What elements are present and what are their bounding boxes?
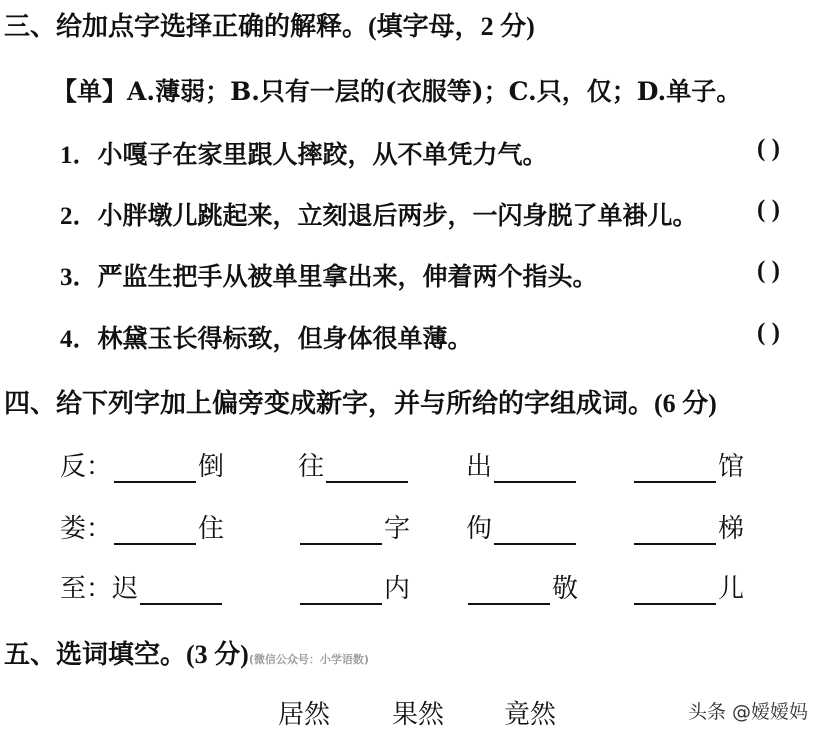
answer-blank-3[interactable]: ( ) <box>757 257 780 284</box>
fill-blank[interactable] <box>468 579 550 605</box>
word-cell <box>298 568 410 605</box>
cell-after: 内 <box>384 574 411 604</box>
section4-heading <box>4 383 717 420</box>
row-label: 反： <box>60 452 113 482</box>
cell-before: 佝 <box>466 514 493 544</box>
item-number: 2． <box>60 203 98 230</box>
section4-points: (6 分) <box>654 389 717 418</box>
section4-title: 四、给下列字加上偏旁变成新字，并与所给的字组成词。 <box>4 389 655 419</box>
word-row-2 <box>60 508 224 545</box>
fill-blank[interactable] <box>300 579 382 605</box>
question-item-4 <box>60 319 473 355</box>
word-cell <box>466 446 578 483</box>
item-text: 严监生把手从被单里拿出来，伸着两个指头。 <box>97 262 598 291</box>
word-cell <box>466 508 578 545</box>
answer-blank-2[interactable]: ( ) <box>757 196 780 223</box>
answer-blank-4[interactable]: ( ) <box>757 319 780 346</box>
fill-blank[interactable] <box>634 457 716 483</box>
fill-blank[interactable] <box>114 519 196 545</box>
watermark: 头条 @嫒嫒妈 <box>688 701 809 723</box>
fill-blank[interactable] <box>634 519 716 545</box>
fill-blank[interactable] <box>494 519 576 545</box>
section3-points: (填字母，2 分) <box>368 12 535 41</box>
item-text: 小胖墩儿跳起来，立刻退后两步，一闪身脱了单褂儿。 <box>97 201 698 230</box>
row-label: 至： <box>60 574 113 604</box>
cell-after: 住 <box>198 514 225 544</box>
fill-blank[interactable] <box>140 579 222 605</box>
word-cell <box>466 568 578 605</box>
question-item-2 <box>60 196 698 232</box>
fill-blank[interactable] <box>634 579 716 605</box>
cell-after: 梯 <box>718 514 745 544</box>
row-label: 娄： <box>60 514 113 544</box>
cell-after: 馆 <box>718 452 745 482</box>
item-text: 林黛玉长得标致，但身体很单薄。 <box>97 324 473 353</box>
cell-before: 迟 <box>112 574 139 604</box>
word-cell <box>298 446 410 483</box>
section3-definition: 【单】A.薄弱；B.只有一层的(衣服等)；C.只，仅；D.单子。 <box>52 77 742 106</box>
cell-after: 儿 <box>718 574 745 604</box>
section5-heading <box>4 634 369 671</box>
question-item-1 <box>60 135 548 171</box>
cell-after: 敬 <box>552 574 579 604</box>
word-cell <box>632 568 744 605</box>
section3-title: 三、给加点字选择正确的解释。 <box>4 12 369 42</box>
word-option-2: 果然 <box>392 700 445 730</box>
item-number: 3． <box>60 264 98 291</box>
cell-after: 倒 <box>198 452 225 482</box>
section5-points: (3 分) <box>186 640 249 669</box>
item-number: 1． <box>60 142 98 169</box>
word-cell <box>632 508 744 545</box>
word-cell <box>632 446 744 483</box>
fill-blank[interactable] <box>326 457 408 483</box>
item-text: 小嘎子在家里跟人摔跤，从不单凭力气。 <box>97 140 548 169</box>
section5-title: 五、选词填空。 <box>4 640 187 670</box>
answer-blank-1[interactable]: ( ) <box>757 135 780 162</box>
word-option-3: 竟然 <box>504 700 557 730</box>
word-row-3 <box>60 568 224 605</box>
section3-heading <box>4 6 535 43</box>
cell-after: 字 <box>384 514 411 544</box>
section5-note: (微信公众号：小学语数) <box>248 653 369 666</box>
word-row-1 <box>60 446 224 483</box>
fill-blank[interactable] <box>494 457 576 483</box>
word-cell <box>298 508 410 545</box>
word-option-1: 居然 <box>278 700 331 730</box>
question-item-3 <box>60 257 598 293</box>
fill-blank[interactable] <box>300 519 382 545</box>
item-number: 4． <box>60 326 98 353</box>
cell-before: 往 <box>298 452 325 482</box>
cell-before: 出 <box>466 452 493 482</box>
fill-blank[interactable] <box>114 457 196 483</box>
